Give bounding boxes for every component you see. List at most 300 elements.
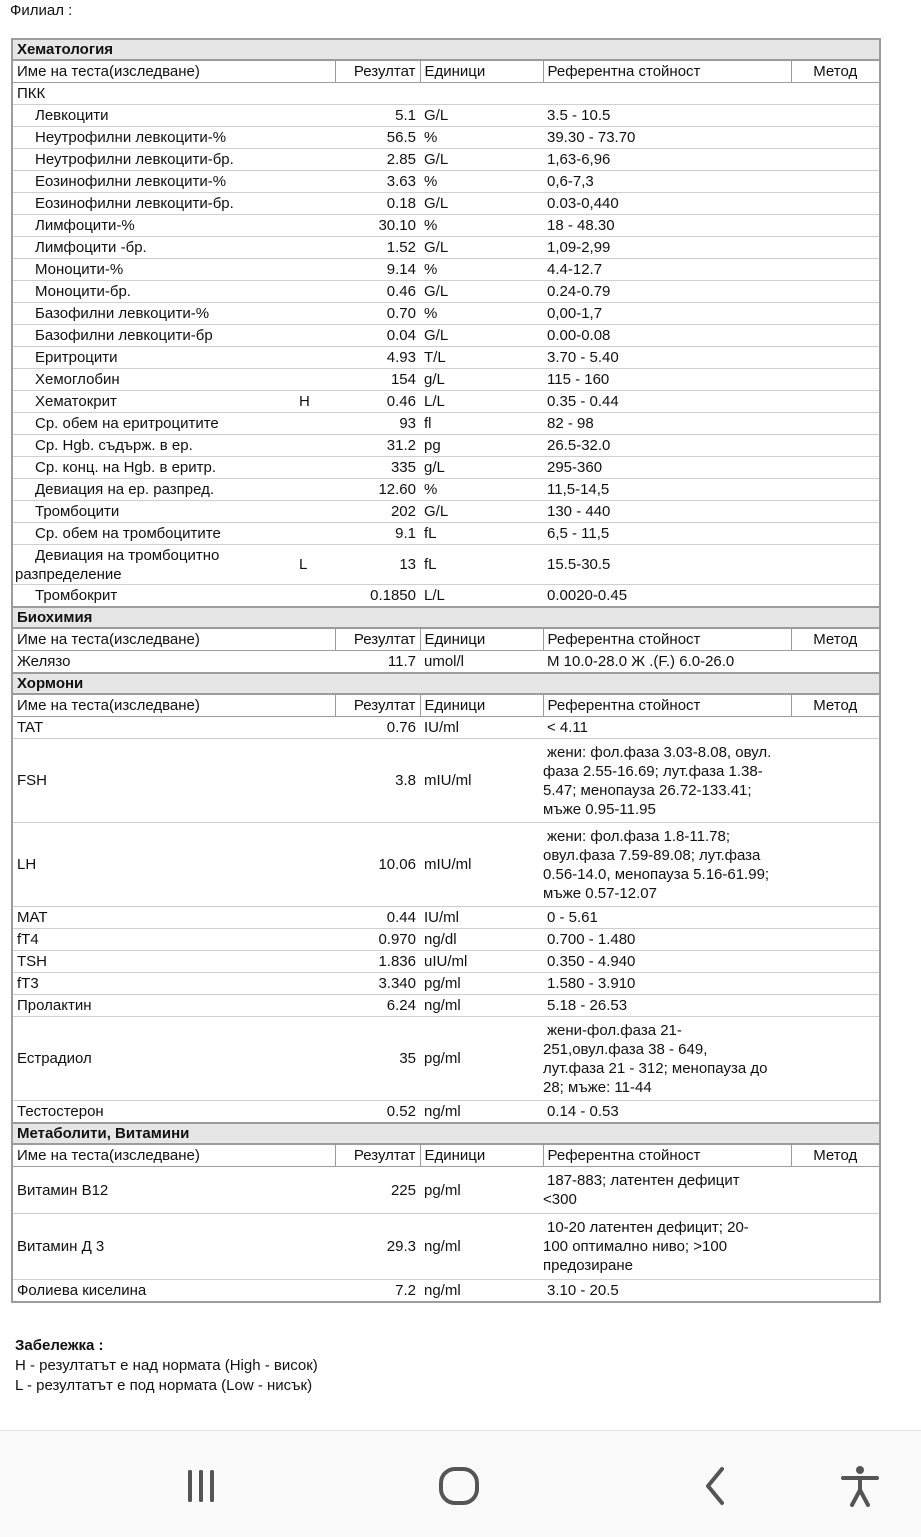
method-cell	[791, 1101, 880, 1124]
result-row	[12, 325, 880, 347]
result-row	[12, 717, 880, 739]
section-title: Хормони	[12, 673, 880, 694]
result-row	[12, 457, 880, 479]
test-name: Хемоглобин	[12, 369, 295, 391]
method-cell	[791, 907, 880, 929]
result-flag	[295, 325, 335, 347]
home-button[interactable]	[429, 1461, 489, 1511]
method-cell	[791, 435, 880, 457]
section-header	[12, 1123, 880, 1144]
result-unit: ng/ml	[420, 995, 543, 1017]
reference-range: 0,6-7,3	[543, 171, 791, 193]
notes-line-l: L - резултатът е под нормата (Low - нисък)	[15, 1377, 313, 1394]
column-header-row	[12, 60, 880, 83]
test-name: Моноцити-%	[12, 259, 295, 281]
result-row	[12, 1214, 880, 1280]
reference-line: овул.фаза 7.59-89.08; лут.фаза	[543, 846, 761, 864]
result-value: 10.06	[335, 823, 420, 907]
result-unit: pg	[420, 435, 543, 457]
group-label: ПКК	[12, 83, 880, 105]
result-row	[12, 347, 880, 369]
result-unit: %	[420, 303, 543, 325]
result-flag	[295, 479, 335, 501]
result-value: 1.52	[335, 237, 420, 259]
result-flag	[295, 501, 335, 523]
method-cell	[791, 303, 880, 325]
reference-range: 0.24-0.79	[543, 281, 791, 303]
method-cell	[791, 391, 880, 413]
result-value: 11.7	[335, 651, 420, 674]
test-name: Естрадиол	[12, 1017, 295, 1101]
test-name: Лимфоцити-%	[12, 215, 295, 237]
reference-line: фаза 2.55-16.69; лут.фаза 1.38-	[543, 762, 763, 780]
result-unit: G/L	[420, 149, 543, 171]
result-flag	[295, 237, 335, 259]
reference-range: 0.00-0.08	[543, 325, 791, 347]
result-unit: G/L	[420, 105, 543, 127]
result-flag	[295, 523, 335, 545]
method-cell	[791, 281, 880, 303]
method-cell	[791, 1214, 880, 1280]
result-unit: %	[420, 479, 543, 501]
column-header-test: Име на теста(изследване)	[12, 60, 335, 83]
result-row	[12, 545, 880, 585]
result-unit: G/L	[420, 193, 543, 215]
reference-range: М 10.0-28.0 Ж .(F.) 6.0-26.0	[543, 651, 791, 674]
result-row	[12, 951, 880, 973]
result-flag	[295, 303, 335, 325]
result-row	[12, 823, 880, 907]
result-unit: ng/ml	[420, 1101, 543, 1124]
test-name: Неутрофилни левкоцити-бр.	[12, 149, 295, 171]
accessibility-button[interactable]	[830, 1461, 890, 1511]
result-flag	[295, 105, 335, 127]
section-title: Метаболити, Витамини	[12, 1123, 880, 1144]
method-cell	[791, 347, 880, 369]
home-icon	[437, 1464, 481, 1508]
reference-range: 1,09-2,99	[543, 237, 791, 259]
result-flag: H	[295, 391, 335, 413]
method-cell	[791, 413, 880, 435]
reference-range: 3.70 - 5.40	[543, 347, 791, 369]
reference-line: лут.фаза 21 - 312; менопауза до	[543, 1059, 768, 1077]
reference-range: 0.35 - 0.44	[543, 391, 791, 413]
test-name: Ср. Hgb. съдърж. в ер.	[12, 435, 295, 457]
method-cell	[791, 823, 880, 907]
result-flag	[295, 651, 335, 674]
result-value: 335	[335, 457, 420, 479]
result-row	[12, 1280, 880, 1303]
result-flag	[295, 1101, 335, 1124]
method-cell	[791, 215, 880, 237]
result-value: 1.836	[335, 951, 420, 973]
result-flag	[295, 435, 335, 457]
column-header-units: Единици	[420, 1144, 543, 1167]
result-flag	[295, 413, 335, 435]
reference-range: 1,63-6,96	[543, 149, 791, 171]
result-value: 9.14	[335, 259, 420, 281]
result-unit: mIU/ml	[420, 739, 543, 823]
result-value: 0.970	[335, 929, 420, 951]
reference-range: 5.18 - 26.53	[543, 995, 791, 1017]
column-header-test: Име на теста(изследване)	[12, 628, 335, 651]
result-row	[12, 1101, 880, 1124]
result-value: 29.3	[335, 1214, 420, 1280]
method-cell	[791, 545, 880, 585]
test-name: Базофилни левкоцити-%	[12, 303, 295, 325]
method-cell	[791, 325, 880, 347]
column-header-method: Метод	[791, 694, 880, 717]
method-cell	[791, 259, 880, 281]
result-flag	[295, 739, 335, 823]
result-unit: T/L	[420, 347, 543, 369]
result-row	[12, 929, 880, 951]
result-row	[12, 215, 880, 237]
test-name: fT3	[12, 973, 295, 995]
result-unit: IU/ml	[420, 907, 543, 929]
result-flag	[295, 1280, 335, 1303]
result-unit: IU/ml	[420, 717, 543, 739]
notes-title: Забележка :	[15, 1337, 104, 1354]
result-row	[12, 523, 880, 545]
result-value: 6.24	[335, 995, 420, 1017]
test-name: Тромбокрит	[12, 585, 295, 608]
test-name: fT4	[12, 929, 295, 951]
test-name: Хематокрит	[12, 391, 295, 413]
back-button[interactable]	[686, 1461, 746, 1511]
result-unit: g/L	[420, 457, 543, 479]
reference-range	[543, 1167, 791, 1214]
column-header-reference: Референтна стойност	[543, 1144, 791, 1167]
reference-range: 4.4-12.7	[543, 259, 791, 281]
reference-line: 0.56-14.0, менопауза 5.16-61.99;	[543, 865, 770, 883]
result-flag	[295, 1167, 335, 1214]
result-unit: ng/ml	[420, 1214, 543, 1280]
method-cell	[791, 739, 880, 823]
result-value: 35	[335, 1017, 420, 1101]
reference-range: 0.14 - 0.53	[543, 1101, 791, 1124]
result-row	[12, 435, 880, 457]
result-row	[12, 281, 880, 303]
result-unit: pg/ml	[420, 1017, 543, 1101]
column-header-units: Единици	[420, 60, 543, 83]
result-row	[12, 193, 880, 215]
result-row	[12, 171, 880, 193]
result-flag	[295, 259, 335, 281]
result-unit: %	[420, 171, 543, 193]
result-value: 0.04	[335, 325, 420, 347]
method-cell	[791, 369, 880, 391]
result-row	[12, 585, 880, 608]
test-name: Еозинофилни левкоцити-%	[12, 171, 295, 193]
method-cell	[791, 973, 880, 995]
method-cell	[791, 479, 880, 501]
result-flag	[295, 171, 335, 193]
result-value: 4.93	[335, 347, 420, 369]
method-cell	[791, 127, 880, 149]
reference-range: 39.30 - 73.70	[543, 127, 791, 149]
column-header-result: Резултат	[335, 628, 420, 651]
method-cell	[791, 929, 880, 951]
column-header-row	[12, 628, 880, 651]
test-name: Витамин B12	[12, 1167, 295, 1214]
result-unit: pg/ml	[420, 973, 543, 995]
test-name: LH	[12, 823, 295, 907]
test-name: Пролактин	[12, 995, 295, 1017]
reference-range: 11,5-14,5	[543, 479, 791, 501]
result-unit: %	[420, 127, 543, 149]
column-header-reference: Референтна стойност	[543, 628, 791, 651]
lab-report	[11, 38, 879, 1303]
result-flag	[295, 281, 335, 303]
result-row	[12, 973, 880, 995]
column-header-units: Единици	[420, 694, 543, 717]
reference-range: 295-360	[543, 457, 791, 479]
result-value: 0.44	[335, 907, 420, 929]
column-header-reference: Референтна стойност	[543, 60, 791, 83]
result-unit: G/L	[420, 237, 543, 259]
result-flag	[295, 1214, 335, 1280]
result-flag	[295, 369, 335, 391]
result-value: 56.5	[335, 127, 420, 149]
result-value: 13	[335, 545, 420, 585]
result-row	[12, 1017, 880, 1101]
method-cell	[791, 585, 880, 608]
reference-range: 6,5 - 11,5	[543, 523, 791, 545]
method-cell	[791, 149, 880, 171]
result-value: 31.2	[335, 435, 420, 457]
reference-line: 187-883; латентен дефицит	[547, 1172, 740, 1189]
result-unit: ng/dl	[420, 929, 543, 951]
result-value: 3.63	[335, 171, 420, 193]
result-value: 0.70	[335, 303, 420, 325]
reference-range: 18 - 48.30	[543, 215, 791, 237]
result-row	[12, 739, 880, 823]
test-name: TSH	[12, 951, 295, 973]
result-unit: L/L	[420, 585, 543, 608]
test-name: Еозинофилни левкоцити-бр.	[12, 193, 295, 215]
result-unit: %	[420, 215, 543, 237]
test-name: FSH	[12, 739, 295, 823]
method-cell	[791, 1017, 880, 1101]
test-name: Тромбоцити	[12, 501, 295, 523]
result-row	[12, 127, 880, 149]
notes-line-h: H - резултатът е над нормата (High - висок)	[15, 1357, 318, 1374]
result-row	[12, 149, 880, 171]
result-flag	[295, 717, 335, 739]
result-flag	[295, 907, 335, 929]
test-name: Моноцити-бр.	[12, 281, 295, 303]
result-value: 3.8	[335, 739, 420, 823]
test-name: Желязо	[12, 651, 295, 674]
reference-range	[543, 739, 791, 823]
test-name: Неутрофилни левкоцити-%	[12, 127, 295, 149]
group-row	[12, 83, 880, 105]
reference-line: 28; мъже: 11-44	[543, 1078, 652, 1096]
recent-apps-icon	[181, 1466, 221, 1506]
result-row	[12, 259, 880, 281]
test-name: MAT	[12, 907, 295, 929]
result-unit: mIU/ml	[420, 823, 543, 907]
result-flag	[295, 127, 335, 149]
result-unit: G/L	[420, 281, 543, 303]
result-flag	[295, 995, 335, 1017]
reference-range: < 4.11	[543, 717, 791, 739]
result-unit: uIU/ml	[420, 951, 543, 973]
reference-range: 115 - 160	[543, 369, 791, 391]
method-cell	[791, 1280, 880, 1303]
result-row	[12, 391, 880, 413]
column-header-units: Единици	[420, 628, 543, 651]
result-row	[12, 413, 880, 435]
result-value: 0.46	[335, 281, 420, 303]
test-name-line: разпределение	[15, 565, 122, 583]
reference-line: 5.47; менопауза 26.72-133.41;	[543, 781, 752, 799]
column-header-test: Име на теста(изследване)	[12, 694, 335, 717]
method-cell	[791, 501, 880, 523]
test-name: Лимфоцити -бр.	[12, 237, 295, 259]
result-unit: ng/ml	[420, 1280, 543, 1303]
reference-range: 130 - 440	[543, 501, 791, 523]
result-unit: fl	[420, 413, 543, 435]
notes	[15, 1336, 318, 1396]
reference-line: жени: фол.фаза 1.8-11.78;	[547, 827, 730, 845]
result-value: 0.76	[335, 717, 420, 739]
result-unit: L/L	[420, 391, 543, 413]
reference-range: 1.580 - 3.910	[543, 973, 791, 995]
result-value: 93	[335, 413, 420, 435]
method-cell	[791, 171, 880, 193]
reference-line: мъже 0.57-12.07	[543, 884, 657, 902]
method-cell	[791, 951, 880, 973]
column-header-row	[12, 694, 880, 717]
method-cell	[791, 1167, 880, 1214]
result-unit: g/L	[420, 369, 543, 391]
result-value: 30.10	[335, 215, 420, 237]
result-flag	[295, 149, 335, 171]
result-unit: %	[420, 259, 543, 281]
result-row	[12, 479, 880, 501]
column-header-method: Метод	[791, 1144, 880, 1167]
test-name: Левкоцити	[12, 105, 295, 127]
reference-range: 3.10 - 20.5	[543, 1280, 791, 1303]
section-header	[12, 673, 880, 694]
result-value: 12.60	[335, 479, 420, 501]
reference-line: жени: фол.фаза 3.03-8.08, овул.	[547, 743, 772, 761]
reference-range: 82 - 98	[543, 413, 791, 435]
result-value: 225	[335, 1167, 420, 1214]
column-header-test: Име на теста(изследване)	[12, 1144, 335, 1167]
test-name: Ср. конц. на Hgb. в еритр.	[12, 457, 295, 479]
reference-line: 10-20 латентен дефицит; 20-	[547, 1219, 749, 1236]
reference-line: <300	[543, 1191, 577, 1208]
result-value: 9.1	[335, 523, 420, 545]
result-row	[12, 995, 880, 1017]
result-value: 154	[335, 369, 420, 391]
reference-range: 0 - 5.61	[543, 907, 791, 929]
back-icon	[696, 1466, 736, 1506]
result-value: 0.46	[335, 391, 420, 413]
reference-line: мъже 0.95-11.95	[543, 800, 656, 818]
result-value: 7.2	[335, 1280, 420, 1303]
method-cell	[791, 105, 880, 127]
result-row	[12, 105, 880, 127]
test-name: Базофилни левкоцити-бр	[12, 325, 295, 347]
reference-range	[543, 823, 791, 907]
result-unit: umol/l	[420, 651, 543, 674]
result-unit: G/L	[420, 501, 543, 523]
result-row	[12, 237, 880, 259]
result-value: 2.85	[335, 149, 420, 171]
system-navigation-bar	[0, 1430, 921, 1537]
result-flag	[295, 347, 335, 369]
section-header	[12, 607, 880, 628]
result-value: 0.18	[335, 193, 420, 215]
result-unit: pg/ml	[420, 1167, 543, 1214]
method-cell	[791, 523, 880, 545]
test-name: TAT	[12, 717, 295, 739]
reference-range: 15.5-30.5	[543, 545, 791, 585]
result-flag: L	[295, 545, 335, 585]
method-cell	[791, 237, 880, 259]
result-value: 0.52	[335, 1101, 420, 1124]
result-flag	[295, 1017, 335, 1101]
test-name: Девиация на ер. разпред.	[12, 479, 295, 501]
reference-range: 0.350 - 4.940	[543, 951, 791, 973]
result-value: 0.1850	[335, 585, 420, 608]
method-cell	[791, 651, 880, 674]
reference-line: 100 оптимално ниво; >100	[543, 1238, 728, 1255]
result-row	[12, 369, 880, 391]
reference-range: 0,00-1,7	[543, 303, 791, 325]
accessibility-icon	[838, 1464, 882, 1508]
method-cell	[791, 717, 880, 739]
reference-range	[543, 1017, 791, 1101]
branch-label: Филиал :	[10, 2, 73, 19]
test-name: Ср. обем на еритроцитите	[12, 413, 295, 435]
reference-line: 251,овул.фаза 38 - 649,	[543, 1040, 708, 1058]
result-unit: G/L	[420, 325, 543, 347]
method-cell	[791, 995, 880, 1017]
lab-results-table	[11, 38, 881, 1303]
method-cell	[791, 457, 880, 479]
reference-line: предозиране	[543, 1257, 633, 1274]
result-flag	[295, 585, 335, 608]
result-row	[12, 501, 880, 523]
result-value: 5.1	[335, 105, 420, 127]
test-name: Ср. обем на тромбоцитите	[12, 523, 295, 545]
reference-line: жени-фол.фаза 21-	[547, 1021, 682, 1039]
test-name-line: Девиация на тромбоцитно	[35, 546, 220, 564]
result-flag	[295, 951, 335, 973]
column-header-result: Резултат	[335, 694, 420, 717]
result-flag	[295, 215, 335, 237]
result-flag	[295, 193, 335, 215]
result-value: 202	[335, 501, 420, 523]
result-unit: fL	[420, 523, 543, 545]
result-value: 3.340	[335, 973, 420, 995]
result-flag	[295, 929, 335, 951]
section-title: Биохимия	[12, 607, 880, 628]
recent-apps-button[interactable]	[171, 1461, 231, 1511]
reference-range: 0.03-0,440	[543, 193, 791, 215]
result-flag	[295, 823, 335, 907]
reference-range	[543, 1214, 791, 1280]
result-unit: fL	[420, 545, 543, 585]
test-name	[12, 545, 295, 585]
column-header-row	[12, 1144, 880, 1167]
test-name: Еритроцити	[12, 347, 295, 369]
